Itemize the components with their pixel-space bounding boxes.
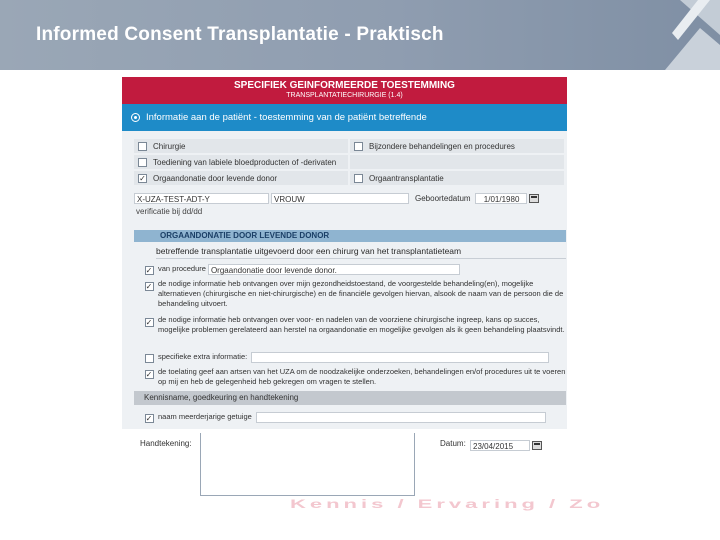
checkbox-checked[interactable] bbox=[145, 318, 154, 327]
item-text: de toelating geef aan artsen van het UZA om de noodzakelijke onderzoeken, behandelingen en/of procedures uit te voeren op mij en heb de gelegenheid heb gekregen om vragen te stellen. bbox=[158, 367, 566, 386]
option-bijzondere-behandelingen[interactable] bbox=[350, 139, 564, 153]
option-label: Orgaandonatie door levende donor bbox=[153, 173, 278, 183]
option-chirurgie[interactable] bbox=[134, 139, 348, 153]
kennisname-header: Kennisname, goedkeuring en handtekening bbox=[134, 391, 566, 405]
option-row bbox=[134, 155, 566, 169]
calendar-icon[interactable] bbox=[529, 194, 539, 203]
consent-item bbox=[142, 263, 566, 275]
consent-item bbox=[142, 279, 566, 309]
date-field[interactable]: 23/04/2015 bbox=[470, 440, 530, 451]
option-label: Orgaantransplantatie bbox=[369, 173, 444, 183]
checkbox-checked[interactable] bbox=[145, 370, 154, 379]
checkbox[interactable] bbox=[354, 174, 363, 183]
checkbox-checked[interactable] bbox=[145, 266, 154, 275]
option-empty bbox=[350, 155, 564, 169]
calendar-icon[interactable] bbox=[532, 441, 542, 450]
witness-field[interactable] bbox=[256, 412, 546, 423]
option-row bbox=[134, 171, 566, 185]
consent-item bbox=[142, 351, 566, 363]
checkbox[interactable] bbox=[138, 158, 147, 167]
checkbox[interactable] bbox=[354, 142, 363, 151]
checkbox-checked[interactable] bbox=[138, 174, 147, 183]
birthdate-field[interactable]: 1/01/1980 bbox=[475, 193, 527, 204]
header-decoration bbox=[610, 0, 720, 70]
checkbox-checked[interactable] bbox=[145, 282, 154, 291]
patient-name-field[interactable]: X-UZA-TEST-ADT-Y bbox=[134, 193, 269, 204]
extra-info-field[interactable] bbox=[251, 352, 549, 363]
birthdate-label: Geboortedatum bbox=[415, 193, 471, 203]
checkbox[interactable] bbox=[145, 354, 154, 363]
info-bar[interactable] bbox=[122, 104, 567, 131]
option-label: Bijzondere behandelingen en procedures bbox=[369, 141, 515, 151]
consent-item bbox=[142, 411, 566, 423]
item-text: naam meerderjarige getuige bbox=[158, 412, 252, 421]
consent-item bbox=[142, 315, 566, 335]
consent-form bbox=[122, 77, 567, 499]
option-row bbox=[134, 139, 566, 153]
slide-header bbox=[0, 0, 720, 70]
footer-motto: Kennis / Ervaring / Zo bbox=[290, 497, 605, 511]
form-title: SPECIFIEK GEINFORMEERDE TOESTEMMING bbox=[234, 80, 455, 91]
item-text: de nodige informatie heb ontvangen over voor- en nadelen van de voorziene chirurgische ingreep, kans op succes, mogelijke problemen gerelateerd aan herstel na orgaandonatie en mogelijke gevolgen als ik geen behandeling plaatsvindt. bbox=[158, 315, 565, 334]
info-bar-label: Informatie aan de patiënt - toestemming van de patiënt betreffende bbox=[146, 112, 427, 123]
patient-row bbox=[134, 191, 566, 205]
option-label: Toediening van labiele bloedproducten of -derivaten bbox=[153, 157, 337, 167]
checkbox-checked[interactable] bbox=[145, 414, 154, 423]
signature-panel bbox=[122, 429, 567, 499]
item-text: van procedure bbox=[158, 264, 206, 273]
verification-text: verificatie bij dd/dd bbox=[136, 207, 203, 216]
checkbox[interactable] bbox=[138, 142, 147, 151]
option-orgaantransplantatie[interactable] bbox=[350, 171, 564, 185]
slide-title: Informed Consent Transplantatie - Praktisch bbox=[36, 24, 444, 45]
section-subtitle: betreffende transplantatie uitgevoerd door een chirurg van het transplantatieteam bbox=[156, 245, 566, 259]
option-label: Chirurgie bbox=[153, 141, 186, 151]
date-label: Datum: bbox=[440, 439, 466, 448]
option-orgaandonatie[interactable] bbox=[134, 171, 348, 185]
item-text: specifieke extra informatie: bbox=[158, 352, 248, 361]
signature-label: Handtekening: bbox=[140, 439, 192, 448]
form-subtitle: TRANSPLANTATIECHIRURGIE (1.4) bbox=[286, 92, 403, 99]
option-bloedproducten[interactable] bbox=[134, 155, 348, 169]
procedure-field[interactable]: Orgaandonatie door levende donor. bbox=[208, 264, 460, 275]
form-title-bar bbox=[122, 77, 567, 104]
patient-gender-field[interactable]: VROUW bbox=[271, 193, 409, 204]
signature-box[interactable] bbox=[200, 433, 415, 496]
radio-selected-icon[interactable] bbox=[131, 113, 140, 122]
item-text: de nodige informatie heb ontvangen over mijn gezondheidstoestand, de voorgestelde behandeling(en), mogelijke alternatieven (chirurgische en niet-chirurgische) en de financiële gevolgen hiervan, alsook de naam van de persoon die de behandeling uitvoert. bbox=[158, 279, 564, 308]
section-header: ORGAANDONATIE DOOR LEVENDE DONOR bbox=[134, 230, 566, 242]
consent-item bbox=[142, 367, 566, 387]
